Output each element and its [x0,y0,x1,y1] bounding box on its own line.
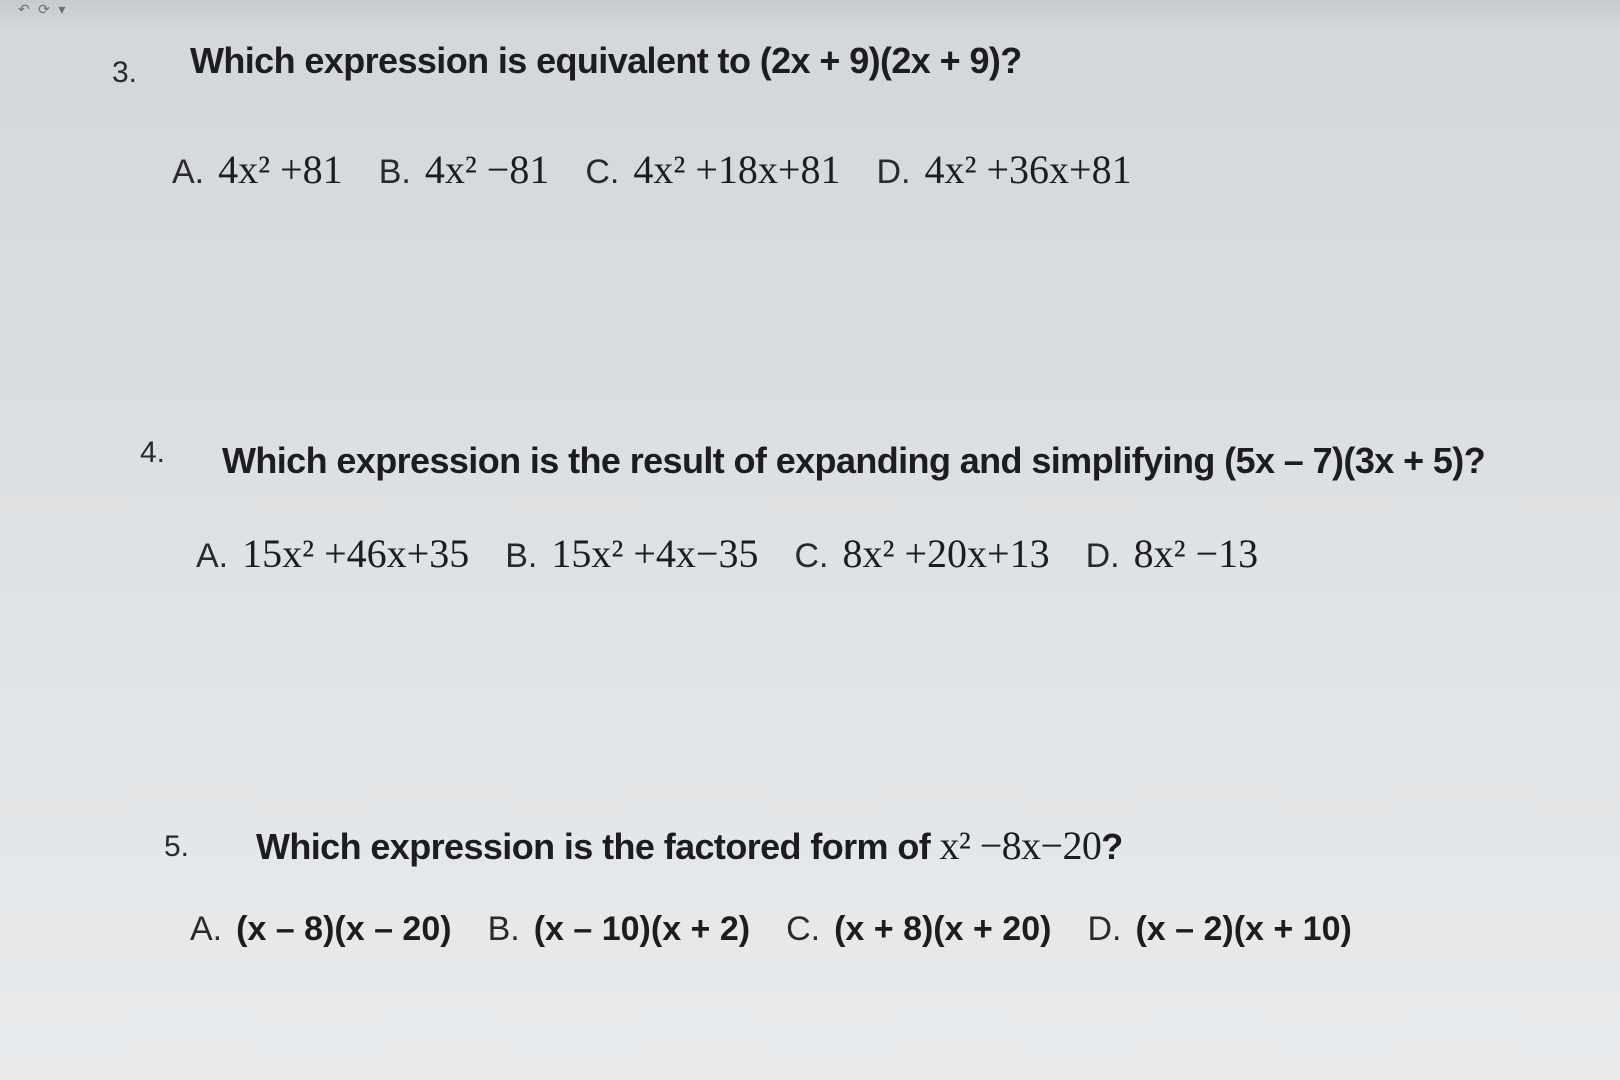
question-4-choices [196,530,1294,577]
choice-letter: C. [794,537,829,575]
choice-expression: 4x² +18x+81 [633,147,841,192]
choice-letter: B. [378,153,411,191]
question-5-suffix: ? [1101,826,1123,867]
choice-letter: D. [1085,537,1120,575]
choice-d[interactable] [876,146,1131,193]
choice-expression: 15x² +46x+35 [242,531,470,576]
choice-letter: A. [172,153,205,191]
choice-expression: 4x² −81 [424,147,550,192]
choice-expression: (x – 8)(x – 20) [236,910,452,948]
question-5-choices [190,910,1388,949]
toolbar-icons: ↶ ⟳ ▾ [18,2,68,18]
choice-d[interactable] [1087,910,1351,949]
choice-b[interactable] [379,146,550,193]
question-5-text [256,822,1123,869]
choice-c[interactable] [585,146,840,193]
top-toolbar-strip [0,0,1620,28]
choice-expression: (x – 10)(x + 2) [533,910,751,948]
choice-c[interactable] [794,530,1049,577]
choice-letter: D. [876,153,911,191]
choice-expression: 8x² +20x+13 [842,531,1050,576]
choice-letter: B. [505,537,538,575]
choice-letter: A. [196,537,229,575]
choice-letter: C. [585,153,620,191]
question-4-number: 4. [140,436,166,469]
choice-letter: B. [487,910,520,948]
choice-a[interactable] [172,146,343,193]
choice-letter: A. [190,910,223,948]
choice-a[interactable] [190,910,452,949]
question-5-math: x² −8x−20 [939,823,1102,868]
choice-letter: D. [1087,910,1122,948]
choice-letter: C. [786,910,821,948]
question-3-choices [172,146,1168,193]
question-5-prefix: Which expression is the factored form of [256,826,931,867]
question-3-text: Which expression is equivalent to (2x + 9)(2x + 9)? [190,40,1022,81]
choice-d[interactable] [1086,530,1259,577]
choice-expression: 8x² −13 [1133,531,1259,576]
choice-expression: 15x² +4x−35 [551,531,759,576]
question-5-number: 5. [164,830,190,863]
choice-expression: 4x² +81 [218,147,343,192]
choice-expression: 4x² +36x+81 [924,147,1132,192]
choice-b[interactable] [505,530,758,577]
question-3-number: 3. [112,56,138,89]
choice-a[interactable] [196,530,469,577]
choice-c[interactable] [786,910,1051,949]
choice-b[interactable] [488,910,751,949]
question-4-text: Which expression is the result of expanding and simplifying (5x – 7)(3x + 5)? [222,440,1486,481]
choice-expression: (x + 8)(x + 20) [834,910,1052,948]
choice-expression: (x – 2)(x + 10) [1135,910,1352,948]
